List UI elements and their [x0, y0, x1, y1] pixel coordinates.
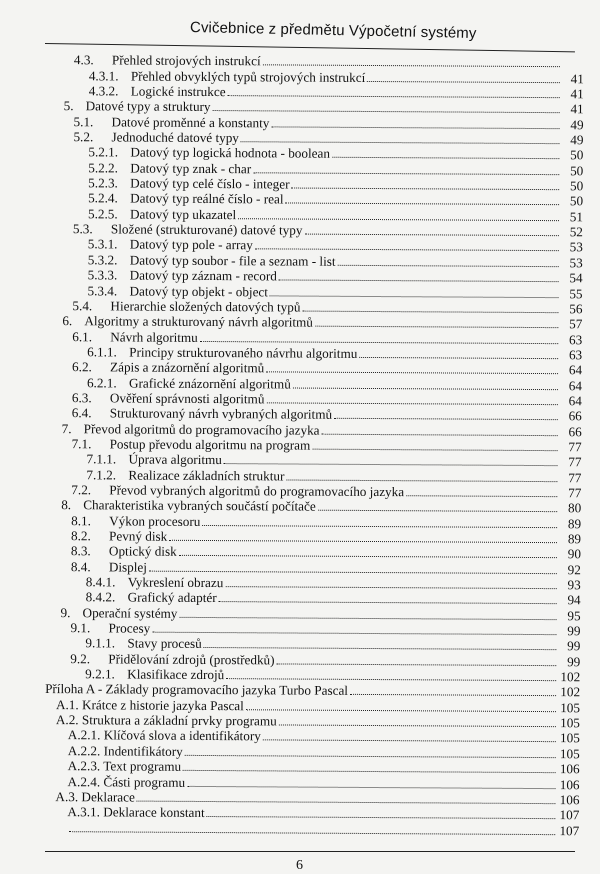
toc-entry-title: Datový typ záznam - record — [130, 268, 277, 284]
toc-entry-label — [42, 313, 313, 330]
toc-entry-title: Datový typ reálné číslo - real — [130, 191, 284, 207]
toc-entry-page: 92 — [559, 562, 581, 577]
toc-dot-leader — [277, 663, 557, 666]
toc-entry-page: 99 — [558, 639, 580, 654]
toc-entry-title: Datový typ znak - char — [130, 160, 251, 176]
toc-entry-title: Optický disk — [109, 544, 177, 559]
toc-entry-label — [40, 773, 186, 789]
toc-entry-page: 64 — [560, 362, 582, 377]
toc-entry-title: A.1. Krátce z historie jazyka Pascal — [56, 697, 244, 713]
toc-entry-label — [43, 282, 269, 298]
toc-entry-label — [43, 144, 330, 161]
toc-entry-label — [43, 129, 239, 145]
toc-entry-page: 41 — [562, 71, 584, 86]
toc-entry-number: 5.2. — [73, 129, 111, 144]
toc-dot-leader — [286, 203, 560, 206]
toc-dot-leader — [304, 234, 558, 237]
toc-entry-label — [41, 497, 316, 514]
toc-entry-label — [40, 666, 224, 682]
toc-dot-leader — [179, 617, 556, 620]
toc-entry-title: Klasifikace zdrojů — [127, 667, 224, 683]
toc-entry-page: 63 — [560, 347, 582, 362]
toc-entry-label — [43, 190, 284, 206]
toc-entry-label — [43, 267, 277, 283]
toc-entry-page: 77 — [559, 485, 581, 500]
toc-entry-label — [41, 559, 147, 575]
toc-dot-leader — [183, 770, 556, 773]
toc-entry-title: Principy strukturovaného návrhu algoritmu — [129, 344, 357, 360]
toc-entry-title: Zápis a znázornění algoritmů — [110, 360, 264, 376]
toc-entry-title: Datový typ logická hodnota - boolean — [130, 145, 330, 161]
toc-entry-label — [41, 528, 167, 544]
toc-entry-number: 5.1. — [74, 114, 112, 129]
toc-entry-label — [42, 405, 332, 422]
toc-entry-number: 5.3.1. — [88, 237, 130, 252]
toc-entry-label — [44, 52, 261, 68]
toc-dot-leader — [152, 632, 556, 635]
toc-entry-page: 105 — [558, 746, 580, 761]
toc-entry-number: 5.3. — [73, 221, 111, 236]
toc-entry-page: 106 — [557, 792, 579, 807]
toc-dot-leader — [225, 586, 556, 589]
toc-entry-label — [41, 605, 178, 621]
toc-entry-number: 5.2.1. — [88, 145, 130, 160]
toc-entry-title: Datový typ pole - array — [130, 237, 253, 253]
toc-entry-page: 51 — [561, 209, 583, 224]
toc-entry-page: 63 — [560, 332, 582, 347]
toc-entry-label — [42, 298, 300, 315]
toc-entry-title: Procesy — [108, 620, 150, 635]
toc-entry-page: 105 — [558, 731, 580, 746]
toc-dot-leader — [204, 647, 557, 650]
toc-entry-title: Grafické znázornění algoritmů — [129, 375, 291, 391]
toc-dot-leader — [179, 555, 557, 558]
toc-dot-leader — [263, 65, 560, 68]
toc-dot-leader — [69, 831, 555, 835]
toc-entry-title: Operační systémy — [83, 605, 178, 621]
toc-entry-label — [44, 98, 211, 114]
toc-entry-title: Datové proměnné a konstanty — [112, 114, 270, 130]
toc-dot-leader — [213, 110, 560, 113]
toc-entry-title: Převod vybraných algoritmů do programovacího jazyka — [109, 482, 404, 499]
toc-entry-page: 66 — [560, 424, 582, 439]
toc-entry-page: 41 — [562, 86, 584, 101]
toc-entry-title: Pevný disk — [109, 528, 167, 543]
toc-dot-leader — [315, 326, 558, 328]
toc-entry-title: Grafický adaptér — [128, 590, 217, 606]
toc-entry-number: 4.3.1. — [89, 68, 131, 83]
toc-entry-title: Charakteristika vybraných součástí počítače — [83, 498, 316, 514]
toc-entry-page: 49 — [562, 117, 584, 132]
toc-entry-page: 99 — [558, 623, 580, 638]
toc-entry-page: 107 — [557, 807, 579, 822]
toc-entry-number: 7.1. — [72, 436, 110, 451]
toc-entry-title: Úprava algoritmu — [128, 452, 221, 468]
toc-entry-title: Přehled obvyklých typů strojových instrukcí — [131, 68, 366, 84]
toc-entry-label — [40, 697, 244, 713]
toc-entry-label — [41, 589, 217, 605]
toc-entry-page: 89 — [559, 531, 581, 546]
toc-entry-label — [41, 482, 404, 499]
toc-dot-leader — [185, 755, 556, 758]
toc-entry-page: 105 — [558, 715, 580, 730]
toc-entry-title: A.3.1. Deklarace konstant — [67, 804, 204, 820]
toc-entry-number: 5. — [64, 98, 86, 113]
toc-entry-title: Složené (strukturované) datové typy — [111, 222, 303, 238]
toc-dot-leader — [279, 725, 556, 728]
toc-dot-leader — [200, 340, 558, 343]
toc-entry-title: A.2.1. Klíčová slova a identifikátory — [68, 728, 261, 744]
toc-entry-title: Výkon procesoru — [109, 513, 200, 529]
toc-entry-title: Displej — [109, 559, 147, 574]
toc-entry-title: A.3. Deklarace — [55, 789, 135, 804]
toc-entry-title: Datový typ celé číslo - integer — [130, 176, 289, 192]
toc-dot-leader — [202, 525, 557, 528]
toc-dot-leader — [350, 694, 556, 696]
toc-entry-page: 95 — [559, 608, 581, 623]
toc-dot-leader — [255, 249, 559, 252]
toc-entry-label — [40, 635, 201, 651]
toc-entry-number: 9.2.1. — [85, 666, 127, 681]
toc-entry-number: 6.4. — [72, 405, 110, 420]
toc-entry-label — [40, 651, 274, 667]
toc-dot-leader — [293, 387, 558, 390]
toc-entry-label — [44, 114, 270, 130]
toc-dot-leader — [338, 265, 559, 267]
toc-entry-number: 5.3.3. — [88, 267, 130, 282]
toc-entry-title: Ověření správnosti algoritmů — [110, 390, 265, 406]
toc-entry-number: 8.4. — [71, 559, 109, 574]
toc-entry-title: A.2.3. Text programu — [68, 758, 182, 774]
toc-entry-number: 7.1.1. — [86, 452, 128, 467]
toc-entry-number: 6.1. — [72, 329, 110, 344]
toc-entry-page: 94 — [559, 593, 581, 608]
toc-entry-title: Stavy procesů — [127, 636, 201, 651]
toc-entry-number: 5.3.4. — [87, 283, 129, 298]
toc-entry-label — [42, 375, 291, 392]
toc-dot-leader — [224, 463, 558, 466]
toc-entry-number: 5.3.2. — [88, 252, 130, 267]
toc-entry-number: 5.2.2. — [88, 160, 130, 175]
toc-entry-label — [44, 83, 226, 99]
toc-dot-leader — [137, 800, 556, 804]
toc-entry-number: 9.1.1. — [85, 636, 127, 651]
toc-entry-number: 8. — [61, 497, 83, 512]
toc-entry-number: 9.1. — [70, 620, 108, 635]
toc-dot-leader — [169, 540, 557, 543]
toc-dot-leader — [241, 141, 560, 144]
toc-dot-leader — [226, 678, 556, 681]
toc-dot-leader — [270, 295, 559, 298]
toc-entry-page: 99 — [558, 654, 580, 669]
toc-entry-label — [40, 743, 183, 759]
toc-entry-number: 9.2. — [70, 651, 108, 666]
toc-entry-page: 105 — [558, 700, 580, 715]
toc-entry-title: Postup převodu algoritmu na program — [110, 436, 311, 452]
toc-dot-leader — [332, 157, 559, 159]
toc-entry-page: 50 — [561, 178, 583, 193]
toc-entry-title: Návrh algoritmu — [110, 329, 198, 345]
toc-entry-page: 89 — [559, 516, 581, 531]
toc-entry-label — [42, 329, 198, 345]
toc-entry-label — [41, 467, 284, 483]
toc-dot-leader — [266, 402, 557, 405]
toc-entry-title: Datový typ soubor - file a seznam - list — [130, 252, 336, 268]
toc-dot-leader — [271, 126, 559, 129]
toc-entry-page: 107 — [557, 823, 579, 838]
toc-entry-number: 7.2. — [71, 482, 109, 497]
toc-dot-leader — [312, 449, 557, 451]
toc-dot-leader — [359, 357, 558, 359]
toc-entry-page: 53 — [561, 255, 583, 270]
toc-entry-number: 9. — [61, 605, 83, 620]
toc-entry-number: 5.4. — [72, 298, 110, 313]
toc-entry-number: 4.3. — [74, 53, 112, 68]
toc-dot-leader — [263, 740, 556, 743]
toc-entry-page: 52 — [561, 224, 583, 239]
toc-entry-title: Datový typ objekt - object — [129, 283, 268, 299]
toc-entry-page: 93 — [559, 577, 581, 592]
toc-entry-number: 8.4.2. — [86, 590, 128, 605]
toc-entry-page: 102 — [558, 685, 580, 700]
page-number: 6 — [296, 858, 303, 874]
toc-entry-page: 64 — [560, 378, 582, 393]
running-header-title: Cvičebnice z předmětu Výpočetní systémy — [190, 19, 477, 42]
toc-entry — [39, 819, 579, 838]
toc-dot-leader — [322, 433, 558, 435]
toc-entry-page: 64 — [560, 393, 582, 408]
toc-entry-title: A.2.4. Části programu — [68, 774, 186, 790]
header-divider — [45, 43, 575, 52]
toc-entry-title: Realizace základních struktur — [128, 467, 284, 483]
toc-entry-title: Převod algoritmů do programovacího jazyka — [84, 421, 320, 437]
toc-entry-label — [43, 160, 251, 176]
toc-entry-number: 6. — [62, 313, 84, 328]
toc-dot-leader — [246, 709, 556, 712]
toc-entry-number: 6.1.1. — [87, 344, 129, 359]
toc-entry-page: 102 — [558, 669, 580, 684]
toc-entry-label — [43, 236, 253, 252]
toc-dot-leader — [279, 280, 559, 283]
toc-dot-leader — [219, 601, 557, 604]
toc-entry-title: Vykreslení obrazu — [128, 575, 224, 591]
toc-dot-leader — [286, 479, 557, 482]
toc-entry-page: 106 — [557, 777, 579, 792]
toc-entry-title: Algoritmy a strukturovaný návrh algoritmů — [84, 313, 313, 329]
footer-divider — [45, 851, 575, 852]
table-of-contents — [39, 52, 584, 838]
toc-dot-leader — [228, 95, 560, 98]
toc-entry-label — [41, 574, 224, 590]
toc-entry-title: Hierarchie složených datových typů — [110, 298, 300, 314]
toc-dot-leader — [406, 495, 557, 497]
toc-entry-title: Příloha A - Základy programovacího jazyka Turbo Pascal — [45, 681, 348, 698]
toc-dot-leader — [302, 310, 558, 313]
toc-entry-label — [43, 175, 289, 192]
toc-entry-label — [43, 252, 336, 269]
toc-dot-leader — [149, 570, 557, 573]
toc-entry-page: 41 — [562, 102, 584, 117]
toc-entry-title: Strukturovaný návrh vybraných algoritmů — [110, 406, 332, 422]
toc-entry-number: 8.4.1. — [86, 574, 128, 589]
toc-entry-label — [41, 543, 177, 559]
toc-entry-page: 106 — [558, 761, 580, 776]
toc-entry-page: 57 — [560, 316, 582, 331]
toc-entry-number: 4.3.2. — [89, 83, 131, 98]
toc-entry-title: A.2. Struktura a základní prvky programu — [56, 712, 277, 728]
toc-entry-number: 7. — [62, 421, 84, 436]
toc-entry-number: 5.2.5. — [88, 206, 130, 221]
toc-entry-title: A.2.2. Indentifikátory — [68, 743, 183, 759]
toc-entry-title: Jednoduché datové typy — [111, 129, 239, 145]
toc-entry-label — [41, 513, 200, 529]
toc-entry-label — [42, 344, 357, 361]
toc-entry-number: 8.3. — [71, 544, 109, 559]
toc-entry-label — [40, 727, 261, 743]
toc-entry-label — [40, 681, 348, 698]
toc-entry-number: 8.1. — [71, 513, 109, 528]
toc-entry-number: 8.2. — [71, 528, 109, 543]
toc-dot-leader — [187, 785, 555, 788]
toc-entry — [39, 804, 579, 823]
toc-dot-leader — [334, 418, 558, 420]
toc-dot-leader — [207, 816, 556, 819]
toc-entry-label — [40, 758, 182, 774]
toc-entry-title: Datový typ ukazatel — [130, 206, 236, 222]
toc-entry-label — [39, 804, 204, 820]
toc-entry-page: 77 — [559, 470, 581, 485]
toc-entry-title: Logické instrukce — [131, 84, 226, 100]
toc-entry-label — [40, 620, 150, 636]
toc-entry-page: 50 — [561, 194, 583, 209]
toc-dot-leader — [266, 372, 558, 375]
toc-dot-leader — [318, 510, 557, 512]
toc-entry-page: 80 — [559, 500, 581, 515]
toc-entry-label — [42, 436, 311, 453]
toc-entry-page: 50 — [561, 148, 583, 163]
toc-entry-page: 77 — [560, 439, 582, 454]
toc-entry-number: 7.1.2. — [86, 467, 128, 482]
toc-entry-label — [43, 221, 303, 238]
toc-entry-label — [43, 206, 236, 222]
toc-entry-page: 53 — [561, 240, 583, 255]
toc-entry-label — [44, 68, 366, 85]
toc-entry-label — [42, 421, 320, 438]
toc-entry-label — [42, 359, 264, 375]
toc-entry-label — [42, 390, 265, 406]
toc-entry-title: Přehled strojových instrukcí — [112, 53, 261, 69]
toc-entry-label — [40, 712, 277, 728]
toc-entry-page: 90 — [559, 546, 581, 561]
toc-dot-leader — [238, 218, 559, 221]
toc-entry-title: Přidělování zdrojů (prostředků) — [108, 651, 274, 667]
toc-entry-page: 50 — [561, 163, 583, 178]
toc-dot-leader — [367, 81, 560, 83]
toc-dot-leader — [253, 172, 559, 175]
toc-entry-label — [39, 789, 135, 805]
toc-entry-page: 54 — [561, 270, 583, 285]
toc-entry-page: 55 — [560, 286, 582, 301]
toc-entry-page: 49 — [561, 132, 583, 147]
toc-entry-number: 5.2.4. — [88, 191, 130, 206]
toc-entry-page: 66 — [560, 408, 582, 423]
toc-entry-page: 77 — [559, 454, 581, 469]
toc-entry-title: Datové typy a struktury — [86, 99, 211, 115]
toc-entry-number: 6.2. — [72, 359, 110, 374]
toc-entry-number: 6.2.1. — [87, 375, 129, 390]
toc-entry-label — [41, 451, 221, 467]
toc-entry-number: 5.2.3. — [88, 175, 130, 190]
toc-entry-number: 6.3. — [72, 390, 110, 405]
toc-dot-leader — [291, 188, 559, 191]
toc-entry-page: 56 — [560, 301, 582, 316]
